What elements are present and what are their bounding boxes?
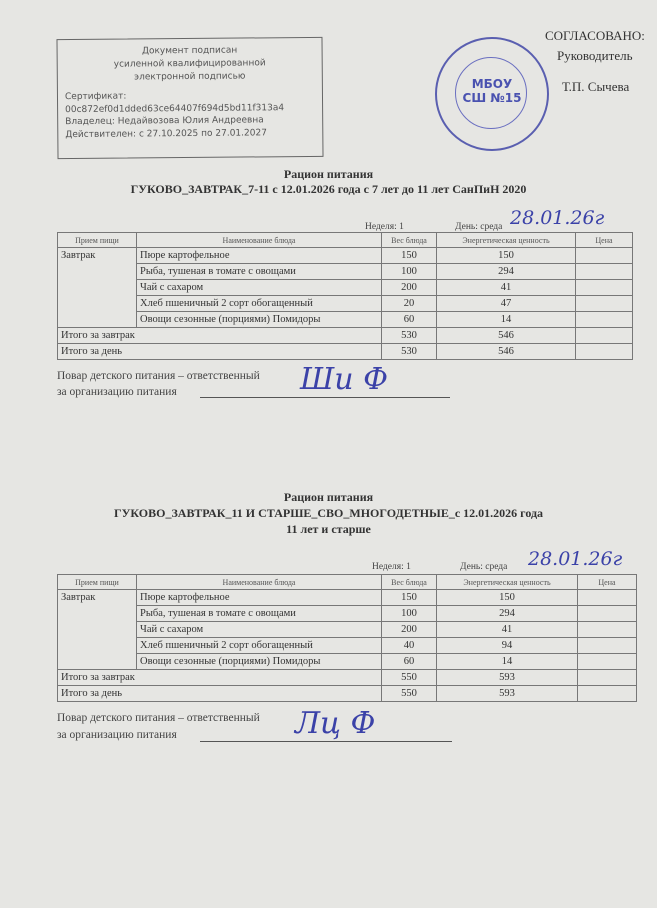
table-row: Завтрак Пюре картофельное 150 150 bbox=[58, 248, 633, 264]
day-label: День: среда bbox=[455, 222, 503, 232]
cert-value: 00c872ef0d1dded63ce64407f694d5bd11f313a4 bbox=[65, 102, 285, 115]
cert-owner: Владелец: Недайвозова Юлия Андреевна bbox=[65, 115, 264, 128]
electronic-signature-box bbox=[56, 37, 323, 159]
footer-line1: Повар детского питания – ответственный bbox=[57, 712, 260, 724]
footer-line1: Повар детского питания – ответственный bbox=[57, 370, 260, 382]
sig-line: Документ подписан bbox=[141, 45, 238, 57]
table-row: Чай с сахаром 200 41 bbox=[58, 622, 637, 638]
week-label: Неделя: 1 bbox=[365, 222, 404, 232]
table-row: Рыба, тушеная в томате с овощами 100 294 bbox=[58, 264, 633, 280]
day-label: День: среда bbox=[460, 562, 508, 572]
table-row: Хлеб пшеничный 2 сорт обогащенный 40 94 bbox=[58, 638, 637, 654]
menu-title: Рацион питания bbox=[283, 490, 374, 504]
footer-line2: за организацию питания bbox=[57, 386, 177, 398]
total-meal-row: Итого за завтрак 550 593 bbox=[58, 670, 637, 686]
total-day-row: Итого за день 550 593 bbox=[58, 686, 637, 702]
menu-subtitle: ГУКОВО_ЗАВТРАК_11 И СТАРШЕ_СВО_МНОГОДЕТНЫЕ_с 12.01.2026 года bbox=[113, 506, 544, 520]
sig-line: усиленной квалифицированной bbox=[113, 58, 266, 70]
menu-table: Прием пищи Наименование блюда Вес блюда Энергетическая ценность Цена Завтрак Пюре картофельное 150 150 Рыба, тушеная в томате с овощами 100 294 Чай с сахаром 200 41 Хлеб пшеничный 2 сорт обогащенный 40 94 Овощи сезонные (порциями) Помидоры 60 14 Итого за завтрак 550 593 Итого за день 550 593 bbox=[57, 574, 637, 702]
handwritten-date: 28.01.26г bbox=[510, 207, 605, 229]
menu-title: Рацион питания bbox=[283, 167, 374, 181]
approval-role: Руководитель bbox=[557, 48, 633, 63]
approval-agreed: СОГЛАСОВАНО: bbox=[545, 28, 645, 43]
table-row: Рыба, тушеная в томате с овощами 100 294 bbox=[58, 606, 637, 622]
week-label: Неделя: 1 bbox=[372, 562, 411, 572]
menu-table: Прием пищи Наименование блюда Вес блюда Энергетическая ценность Цена Завтрак Пюре картофельное 150 150 Рыба, тушеная в томате с овощами 100 294 Чай с сахаром 200 41 Хлеб пшеничный 2 сорт обогащенный 20 47 Овощи сезонные (порциями) Помидоры 60 14 Итого за завтрак 530 546 Итого за день 530 546 bbox=[57, 232, 633, 360]
total-day-row: Итого за день 530 546 bbox=[58, 344, 633, 360]
total-meal-row: Итого за завтрак 530 546 bbox=[58, 328, 633, 344]
menu-subtitle: ГУКОВО_ЗАВТРАК_7-11 с 12.01.2026 года с 7 лет до 11 лет СанПиН 2020 bbox=[130, 182, 527, 196]
table-row: Чай с сахаром 200 41 bbox=[58, 280, 633, 296]
menu-subtitle-age: 11 лет и старше bbox=[286, 522, 371, 536]
handwritten-signature: Ши Ф bbox=[300, 362, 388, 397]
handwritten-signature: Лц Ф bbox=[295, 706, 376, 741]
cert-valid: Действителен: с 27.10.2025 по 27.01.2027 bbox=[65, 127, 267, 140]
handwritten-date: 28.01.26г bbox=[528, 548, 623, 570]
table-row: Хлеб пшеничный 2 сорт обогащенный 20 47 bbox=[58, 296, 633, 312]
sig-line: электронной подписью bbox=[134, 71, 246, 83]
approval-name: Т.П. Сычева bbox=[562, 79, 630, 94]
footer-line2: за организацию питания bbox=[57, 729, 177, 741]
table-row: Завтрак Пюре картофельное 150 150 bbox=[58, 590, 637, 606]
school-stamp: МБОУ СШ №15 bbox=[435, 37, 549, 151]
table-row: Овощи сезонные (порциями) Помидоры 60 14 bbox=[58, 312, 633, 328]
cert-label: Сертификат: bbox=[64, 91, 127, 103]
signature-line bbox=[200, 741, 452, 742]
signature-line bbox=[200, 397, 450, 398]
table-row: Овощи сезонные (порциями) Помидоры 60 14 bbox=[58, 654, 637, 670]
